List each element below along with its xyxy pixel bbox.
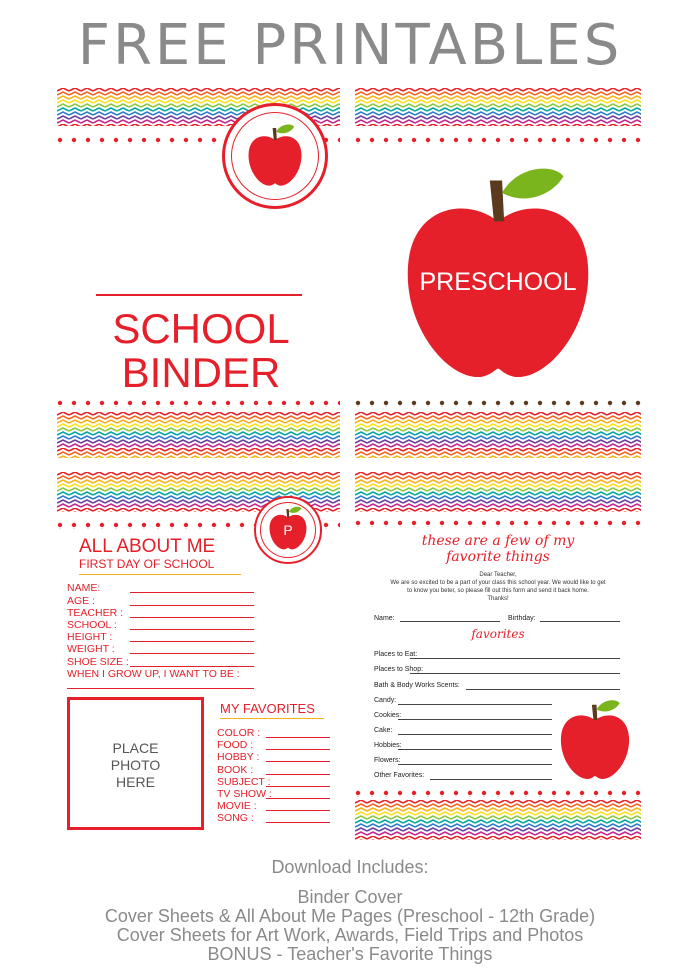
favorite-field-line[interactable] xyxy=(266,737,330,738)
about-me-field-label: HEIGHT : xyxy=(67,631,113,643)
teacher-field-label: Cookies: xyxy=(374,712,402,719)
teacher-field-line[interactable] xyxy=(398,749,552,750)
subtitle-rule xyxy=(79,574,241,575)
chevron-band xyxy=(57,412,340,458)
footer-item: Binder Cover xyxy=(297,887,403,907)
chevron-band xyxy=(355,800,641,840)
teacher-thanks: Thanks! xyxy=(487,596,509,602)
badge-letter: P xyxy=(283,522,293,538)
favorite-field-label: SUBJECT : xyxy=(217,775,271,788)
teacher-field-label: Bath & Body Works Scents: xyxy=(374,682,460,689)
chevron-band xyxy=(355,472,641,512)
favorites-rule xyxy=(220,718,324,719)
about-me-field-label: WHEN I GROW UP, I WANT TO BE : xyxy=(67,668,240,680)
cover-title-line2: BINDER xyxy=(121,349,281,396)
apple-badge xyxy=(222,103,328,209)
about-me-field-label: SHOE SIZE : xyxy=(67,656,129,668)
about-me-field-label: SCHOOL : xyxy=(67,619,117,631)
favorite-field-line[interactable] xyxy=(266,761,330,762)
footer-item: BONUS - Teacher's Favorite Things xyxy=(207,944,493,964)
all-about-me-title: ALL ABOUT ME xyxy=(79,536,216,557)
about-me-field-label: TEACHER : xyxy=(67,607,124,619)
favorite-field-label: BOOK : xyxy=(217,763,254,776)
chevron-band xyxy=(355,88,641,126)
about-me-field-line[interactable] xyxy=(130,592,254,593)
favorites-heading: favorites xyxy=(471,627,525,641)
dot-row xyxy=(355,400,641,407)
teacher-field-label: Candy: xyxy=(374,697,397,704)
teacher-title-line2: favorite things xyxy=(446,549,550,565)
favorite-field-line[interactable] xyxy=(266,786,330,787)
teacher-field-line[interactable] xyxy=(410,658,620,659)
favorite-field-line[interactable] xyxy=(266,822,330,823)
dot-row xyxy=(355,790,641,797)
about-me-field-line[interactable] xyxy=(130,641,254,642)
about-me-field-line[interactable] xyxy=(130,629,254,630)
about-me-field-label: NAME: xyxy=(67,582,101,594)
teacher-body-line1: We are so excited to be a part of your class this school year. We would like to get xyxy=(390,580,606,586)
teacher-field-label: Hobbies: xyxy=(374,742,402,749)
favorite-field-label: MOVIE : xyxy=(217,800,257,813)
teacher-field-line[interactable] xyxy=(398,764,552,765)
about-me-field-label: AGE : xyxy=(67,595,96,607)
teacher-field-label: Other Favorites: xyxy=(374,772,425,779)
birthday-field[interactable] xyxy=(540,621,620,622)
photo-text-line2: PHOTO xyxy=(110,757,161,773)
favorite-field-line[interactable] xyxy=(266,798,330,799)
teacher-field-label: Places to Shop: xyxy=(374,666,424,673)
about-me-field-line[interactable] xyxy=(67,688,254,689)
all-about-me-subtitle: FIRST DAY OF SCHOOL xyxy=(79,557,215,571)
dot-row xyxy=(355,137,641,144)
apple-badge xyxy=(254,496,322,564)
name-field[interactable] xyxy=(400,621,500,622)
favorite-field-line[interactable] xyxy=(266,749,330,750)
name-label: Name: xyxy=(374,615,395,622)
preschool-label: PRESCHOOL xyxy=(419,268,577,296)
about-me-field-line[interactable] xyxy=(130,617,254,618)
teacher-field-line[interactable] xyxy=(398,704,552,705)
teacher-field-line[interactable] xyxy=(466,689,620,690)
teacher-field-label: Places to Eat: xyxy=(374,651,418,658)
footer-item: Cover Sheets & All About Me Pages (Preschool - 12th Grade) xyxy=(104,906,596,926)
teacher-field-label: Flowers: xyxy=(374,757,401,764)
about-me-field-label: WEIGHT : xyxy=(67,643,115,655)
chevron-band xyxy=(355,412,641,458)
birthday-label: Birthday: xyxy=(508,615,536,622)
photo-text-line1: PLACE xyxy=(112,740,159,756)
teacher-title-line1: these are a few of my xyxy=(421,533,575,549)
favorite-field-label: SONG : xyxy=(217,812,254,825)
teacher-field-label: Cake: xyxy=(374,727,393,734)
apple-icon xyxy=(556,697,634,782)
teacher-field-line[interactable] xyxy=(430,779,552,780)
teacher-body-line2: to know you beter, so please fill out this form and send it back home. xyxy=(407,588,589,594)
title-rule xyxy=(96,294,302,296)
favorite-field-label: HOBBY : xyxy=(217,751,260,764)
favorite-field-label: TV SHOW : xyxy=(217,788,272,800)
favorite-field-label: FOOD : xyxy=(217,739,254,752)
footer-item: Cover Sheets for Art Work, Awards, Field Trips and Photos xyxy=(116,925,584,945)
favorite-field-line[interactable] xyxy=(266,810,330,811)
cover-title-line1: SCHOOL xyxy=(112,305,290,352)
favorite-field-line[interactable] xyxy=(266,774,330,775)
dot-row xyxy=(57,400,340,407)
footer-heading: Download Includes: xyxy=(271,857,429,877)
favorite-field-label: COLOR : xyxy=(217,727,261,739)
teacher-field-line[interactable] xyxy=(410,673,620,674)
dot-row xyxy=(355,520,641,527)
banner-title: FREE PRINTABLES xyxy=(77,13,623,78)
about-me-field-line[interactable] xyxy=(130,666,254,667)
apple-icon xyxy=(245,122,305,188)
about-me-field-line[interactable] xyxy=(130,653,254,654)
teacher-salutation: Dear Teacher, xyxy=(479,572,517,578)
photo-text-line3: HERE xyxy=(116,774,155,790)
teacher-field-line[interactable] xyxy=(398,719,552,720)
favorites-title: MY FAVORITES xyxy=(220,701,315,716)
about-me-field-line[interactable] xyxy=(130,605,254,606)
teacher-field-line[interactable] xyxy=(398,734,552,735)
